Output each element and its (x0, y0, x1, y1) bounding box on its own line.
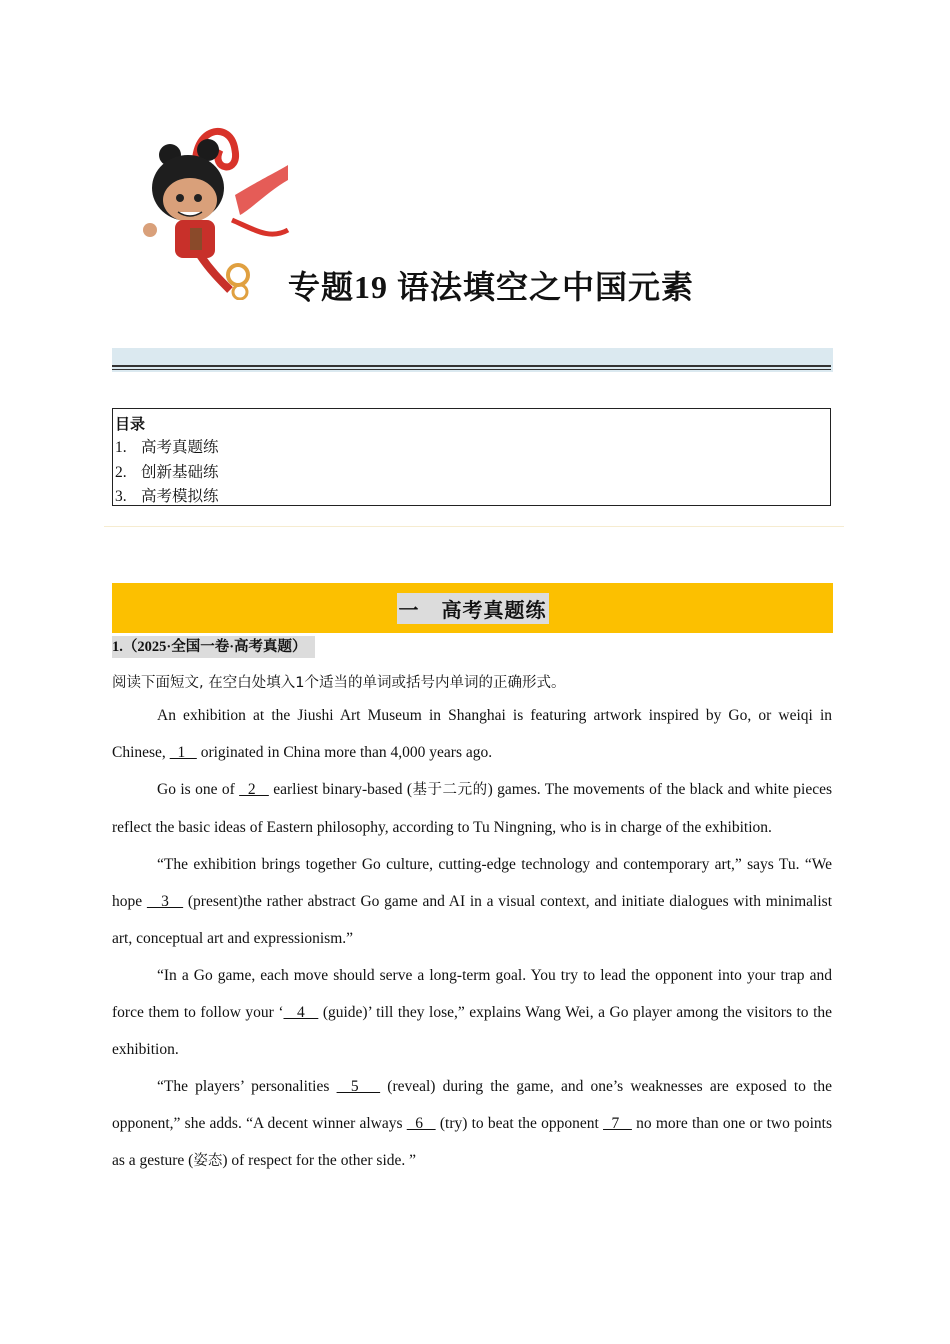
section-title (397, 593, 549, 624)
section-banner (112, 583, 833, 633)
toc-item-number: 1. (115, 439, 127, 456)
passage-text: “The exhibition brings together Go culture, cutting-edge technology and contemporary art,” says Tu. “We hope (112, 856, 832, 910)
passage-text: “The players’ personalities (157, 1078, 337, 1095)
passage (112, 697, 832, 1180)
passage-text: An exhibition at the Jiushi Art Museum in Shanghai is featuring artwork inspired by Go, or weiqi in Chinese, (112, 707, 832, 761)
passage-text: Go is one of (157, 781, 240, 798)
passage-text: ) of respect for the other side. ” (222, 1152, 417, 1169)
title-divider (112, 365, 831, 367)
passage-text: no more than one or two points as a gesture ( (112, 1115, 832, 1169)
passage-paragraph (112, 771, 832, 846)
passage-text: (present)the rather abstract Go game and AI in a visual context, and initiate dialogues with minimalist art, conceptual art and expressionism.” (112, 893, 833, 947)
table-of-contents (112, 408, 831, 506)
mascot-illustration (140, 120, 290, 300)
question-label: 1.（2025·全国一卷·高考真题） (112, 636, 315, 658)
toc-item-number: 2. (115, 463, 127, 481)
toc-item[interactable] (115, 436, 828, 461)
toc-heading: 目录 (115, 415, 146, 433)
page-title: 专题19 语法填空之中国元素 (288, 269, 695, 305)
chinese-gloss: 基于二元的 (412, 782, 488, 798)
chinese-gloss: 姿态 (193, 1153, 223, 1169)
blank-6[interactable]: 6 (406, 1115, 436, 1132)
toc-item[interactable] (115, 461, 828, 486)
question-instruction: 阅读下面短文, 在空白处填入1个适当的单词或括号内单词的正确形式。 (112, 675, 566, 691)
passage-paragraph (112, 846, 832, 957)
passage-paragraph (112, 957, 832, 1068)
passage-text: originated in China more than 4,000 years ago. (196, 744, 493, 761)
passage-text: “In a Go game, each move should serve a long-term goal. You try to lead the opponent into your trap and force them to follow your ‘ (112, 967, 832, 1021)
toc-item-label: 创新基础练 (141, 463, 219, 481)
toc-item-number: 3. (115, 488, 127, 505)
toc-item-label: 高考模拟练 (141, 488, 219, 505)
section-title-text: 高考真题练 (441, 597, 547, 622)
title-divider-thin (112, 369, 831, 370)
blank-2[interactable]: 2 (239, 781, 269, 798)
blank-1[interactable]: 1 (169, 744, 197, 761)
passage-text: (try) to beat the opponent (435, 1115, 604, 1132)
passage-text: ) games. The movements of the black and white pieces reflect the basic ideas of Eastern philosophy, according to Tu Ningning, who is in charge of the exhibition. (112, 781, 833, 836)
toc-item[interactable] (115, 485, 828, 510)
section-divider (104, 526, 844, 527)
toc-item-label: 高考真题练 (141, 439, 219, 456)
blank-5[interactable]: 5 (336, 1078, 381, 1095)
passage-text: earliest binary-based ( (268, 781, 412, 798)
passage-text: (guide)’ till they lose,” explains Wang Wei, a Go player among the visitors to the exhibition. (112, 1004, 833, 1058)
section-number: 一 (398, 597, 420, 622)
blank-3[interactable]: 3 (146, 893, 184, 910)
blank-7[interactable]: 7 (603, 1115, 632, 1132)
passage-text: (reveal) during the game, and one’s weaknesses are exposed to the opponent,” she adds. “A decent winner always (112, 1078, 833, 1132)
passage-paragraph (112, 1068, 832, 1180)
blank-4[interactable]: 4 (283, 1004, 319, 1021)
passage-paragraph (112, 697, 832, 771)
